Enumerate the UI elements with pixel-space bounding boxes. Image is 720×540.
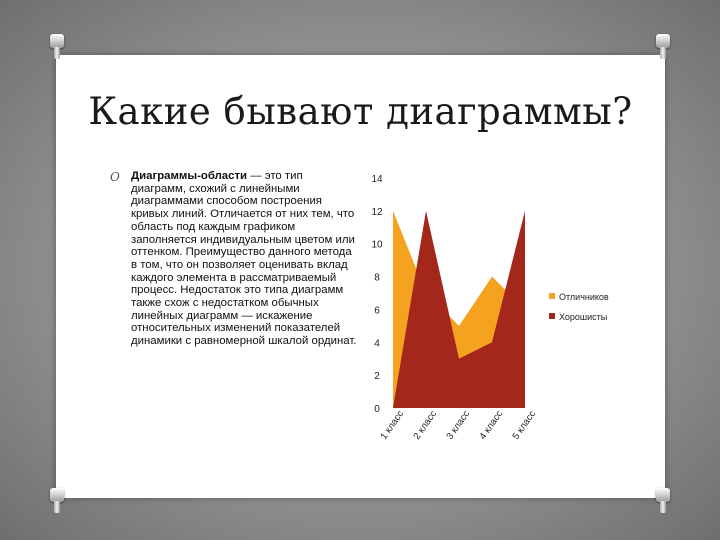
y-tick-label: 8	[374, 272, 380, 284]
y-tick-label: 6	[374, 305, 380, 317]
legend-label: Хорошисты	[559, 312, 608, 322]
y-tick-label: 14	[371, 174, 383, 185]
series-area-2	[393, 211, 525, 408]
x-tick-label: 1 класс	[378, 408, 407, 442]
y-tick-label: 0	[374, 404, 380, 415]
y-tick-label: 12	[371, 206, 383, 218]
bullet-term: Диаграммы-области	[131, 170, 248, 182]
x-tick-label: 4 класс	[477, 408, 506, 442]
y-tick-label: 4	[374, 338, 380, 350]
legend-swatch	[549, 293, 555, 299]
bullet-description: — это тип диаграмм, схожий с линейными диаграммами способом построения кривых линий. Отличается от них тем, что область под каждым графиком заполняется индивидуальным цветом или оттенком. Преимущество данного метода в том, что он позволяет оценивать вклад каждого элемента в рассматриваемый процесс. Недостаток это типа диаграмм также схож с недостатком обычных линейных диаграмм — искажение относительных изменений показателей динамики с равномерной шкалой ординат.	[131, 170, 357, 348]
y-tick-label: 2	[374, 371, 380, 383]
slide-title: Какие бывают диаграммы?	[88, 90, 633, 133]
x-tick-label: 3 класс	[444, 408, 473, 442]
x-tick-label: 5 класс	[510, 408, 539, 442]
y-tick-label: 10	[371, 239, 383, 251]
bullet-icon: O	[110, 170, 120, 184]
legend-swatch	[549, 313, 555, 319]
x-tick-label: 2 класс	[411, 408, 440, 442]
legend-label: Отличников	[559, 292, 609, 302]
